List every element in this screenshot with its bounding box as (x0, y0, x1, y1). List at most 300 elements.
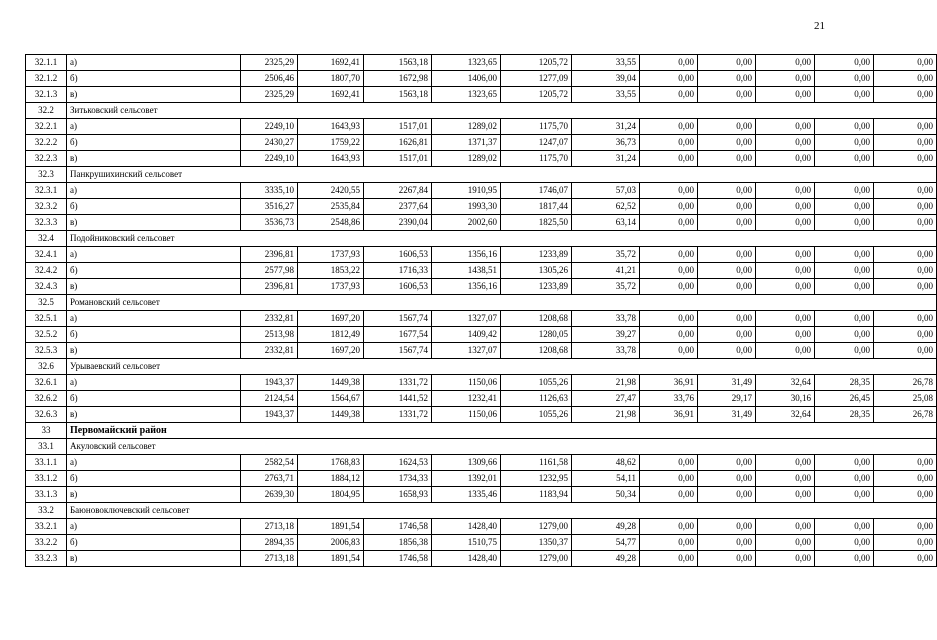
row-code: 32.2.2 (26, 135, 67, 151)
table-row (26, 135, 937, 151)
value-cell: 2124,54 (241, 391, 298, 407)
value-cell: 1567,74 (364, 311, 432, 327)
value-cell: 54,77 (572, 535, 640, 551)
section-title: Зитьковский сельсовет (67, 103, 937, 119)
value-cell: 29,17 (698, 391, 756, 407)
value-cell: 0,00 (815, 87, 874, 103)
row-code: 33.1.1 (26, 455, 67, 471)
value-cell: 2249,10 (241, 151, 298, 167)
value-cell: 1891,54 (298, 519, 364, 535)
value-cell: 0,00 (815, 455, 874, 471)
value-cell: 0,00 (698, 311, 756, 327)
value-cell: 0,00 (874, 535, 937, 551)
table-row (26, 71, 937, 87)
value-cell: 1247,07 (501, 135, 572, 151)
row-variant-label: б) (67, 135, 241, 151)
row-variant-label: в) (67, 551, 241, 567)
value-cell: 0,00 (756, 519, 815, 535)
value-cell: 0,00 (640, 471, 698, 487)
value-cell: 1279,00 (501, 519, 572, 535)
section-code: 33 (26, 423, 67, 439)
table-row (26, 487, 937, 503)
section-code: 32.3 (26, 167, 67, 183)
row-variant-label: б) (67, 327, 241, 343)
table-row (26, 183, 937, 199)
table-row (26, 279, 937, 295)
value-cell: 1697,20 (298, 343, 364, 359)
value-cell: 0,00 (756, 311, 815, 327)
value-cell: 0,00 (756, 343, 815, 359)
row-variant-label: в) (67, 279, 241, 295)
table-row (26, 535, 937, 551)
value-cell: 2325,29 (241, 87, 298, 103)
value-cell: 1624,53 (364, 455, 432, 471)
value-cell: 1356,16 (432, 247, 501, 263)
value-cell: 1277,09 (501, 71, 572, 87)
value-cell: 0,00 (640, 551, 698, 567)
value-cell: 1564,67 (298, 391, 364, 407)
value-cell: 0,00 (756, 535, 815, 551)
value-cell: 0,00 (756, 279, 815, 295)
value-cell: 0,00 (698, 519, 756, 535)
value-cell: 1232,95 (501, 471, 572, 487)
row-code: 32.3.2 (26, 199, 67, 215)
value-cell: 31,49 (698, 375, 756, 391)
value-cell: 0,00 (874, 183, 937, 199)
row-code: 33.1.2 (26, 471, 67, 487)
table-row (26, 311, 937, 327)
value-cell: 1309,66 (432, 455, 501, 471)
value-cell: 0,00 (815, 327, 874, 343)
value-cell: 0,00 (640, 183, 698, 199)
value-cell: 1692,41 (298, 87, 364, 103)
value-cell: 0,00 (815, 535, 874, 551)
value-cell: 0,00 (640, 519, 698, 535)
value-cell: 1449,38 (298, 407, 364, 423)
value-cell: 1567,74 (364, 343, 432, 359)
value-cell: 48,62 (572, 455, 640, 471)
value-cell: 3516,27 (241, 199, 298, 215)
value-cell: 0,00 (698, 455, 756, 471)
value-cell: 2430,27 (241, 135, 298, 151)
value-cell: 31,49 (698, 407, 756, 423)
value-cell: 54,11 (572, 471, 640, 487)
value-cell: 0,00 (756, 247, 815, 263)
value-cell: 1643,93 (298, 119, 364, 135)
value-cell: 35,72 (572, 247, 640, 263)
value-cell: 26,45 (815, 391, 874, 407)
value-cell: 0,00 (815, 343, 874, 359)
value-cell: 26,78 (874, 375, 937, 391)
value-cell: 0,00 (640, 263, 698, 279)
row-code: 33.2.1 (26, 519, 67, 535)
value-cell: 1606,53 (364, 279, 432, 295)
value-cell: 0,00 (815, 199, 874, 215)
value-cell: 0,00 (698, 471, 756, 487)
table-row (26, 327, 937, 343)
value-cell: 0,00 (815, 55, 874, 71)
value-cell: 2325,29 (241, 55, 298, 71)
value-cell: 0,00 (874, 135, 937, 151)
value-cell: 1438,51 (432, 263, 501, 279)
value-cell: 0,00 (756, 487, 815, 503)
value-cell: 1737,93 (298, 247, 364, 263)
value-cell: 0,00 (874, 327, 937, 343)
value-cell: 0,00 (698, 263, 756, 279)
value-cell: 36,91 (640, 375, 698, 391)
value-cell: 0,00 (756, 135, 815, 151)
value-cell: 2639,30 (241, 487, 298, 503)
table-row (26, 471, 937, 487)
value-cell: 3335,10 (241, 183, 298, 199)
value-cell: 1205,72 (501, 87, 572, 103)
row-variant-label: в) (67, 151, 241, 167)
value-cell: 1563,18 (364, 87, 432, 103)
value-cell: 2002,60 (432, 215, 501, 231)
value-cell: 26,78 (874, 407, 937, 423)
section-code: 32.5 (26, 295, 67, 311)
value-cell: 28,35 (815, 375, 874, 391)
section-code: 33.1 (26, 439, 67, 455)
value-cell: 1392,01 (432, 471, 501, 487)
row-code: 32.1.2 (26, 71, 67, 87)
value-cell: 1335,46 (432, 487, 501, 503)
row-code: 33.2.2 (26, 535, 67, 551)
value-cell: 2396,81 (241, 279, 298, 295)
value-cell: 1692,41 (298, 55, 364, 71)
value-cell: 2535,84 (298, 199, 364, 215)
value-cell: 0,00 (698, 55, 756, 71)
value-cell: 1327,07 (432, 311, 501, 327)
value-cell: 0,00 (874, 199, 937, 215)
value-cell: 1331,72 (364, 375, 432, 391)
value-cell: 0,00 (698, 279, 756, 295)
value-cell: 0,00 (640, 71, 698, 87)
value-cell: 1606,53 (364, 247, 432, 263)
section-code: 32.2 (26, 103, 67, 119)
value-cell: 0,00 (756, 215, 815, 231)
section-header-row (26, 103, 937, 119)
row-variant-label: в) (67, 215, 241, 231)
value-cell: 1510,75 (432, 535, 501, 551)
value-cell: 0,00 (640, 119, 698, 135)
value-cell: 1817,44 (501, 199, 572, 215)
section-header-row (26, 231, 937, 247)
value-cell: 0,00 (640, 455, 698, 471)
value-cell: 27,47 (572, 391, 640, 407)
value-cell: 0,00 (874, 551, 937, 567)
value-cell: 49,28 (572, 519, 640, 535)
section-code: 32.4 (26, 231, 67, 247)
value-cell: 2332,81 (241, 311, 298, 327)
value-cell: 1993,30 (432, 199, 501, 215)
row-variant-label: а) (67, 247, 241, 263)
value-cell: 0,00 (874, 263, 937, 279)
value-cell: 39,27 (572, 327, 640, 343)
value-cell: 0,00 (698, 87, 756, 103)
value-cell: 2513,98 (241, 327, 298, 343)
value-cell: 0,00 (874, 71, 937, 87)
value-cell: 1891,54 (298, 551, 364, 567)
value-cell: 0,00 (815, 471, 874, 487)
value-cell: 2249,10 (241, 119, 298, 135)
table-row (26, 247, 937, 263)
value-cell: 1279,00 (501, 551, 572, 567)
value-cell: 57,03 (572, 183, 640, 199)
value-cell: 0,00 (756, 327, 815, 343)
value-cell: 0,00 (756, 87, 815, 103)
row-variant-label: а) (67, 519, 241, 535)
table-row (26, 87, 937, 103)
value-cell: 1856,38 (364, 535, 432, 551)
row-variant-label: б) (67, 71, 241, 87)
section-title: Урываевский сельсовет (67, 359, 937, 375)
value-cell: 0,00 (756, 199, 815, 215)
section-header-row (26, 295, 937, 311)
table-row (26, 391, 937, 407)
value-cell: 0,00 (815, 183, 874, 199)
value-cell: 32,64 (756, 375, 815, 391)
section-header-row (26, 503, 937, 519)
value-cell: 1943,37 (241, 375, 298, 391)
value-cell: 1183,94 (501, 487, 572, 503)
row-code: 32.1.1 (26, 55, 67, 71)
value-cell: 0,00 (756, 455, 815, 471)
value-cell: 0,00 (756, 263, 815, 279)
table-row (26, 199, 937, 215)
value-cell: 1289,02 (432, 151, 501, 167)
table-row (26, 343, 937, 359)
value-cell: 49,28 (572, 551, 640, 567)
value-cell: 2377,64 (364, 199, 432, 215)
value-cell: 1331,72 (364, 407, 432, 423)
value-cell: 0,00 (874, 471, 937, 487)
value-cell: 1409,42 (432, 327, 501, 343)
table-row (26, 455, 937, 471)
value-cell: 0,00 (815, 247, 874, 263)
district-header-row (26, 423, 937, 439)
row-variant-label: в) (67, 343, 241, 359)
section-header-row (26, 167, 937, 183)
value-cell: 1768,83 (298, 455, 364, 471)
value-cell: 1658,93 (364, 487, 432, 503)
row-code: 32.5.1 (26, 311, 67, 327)
value-cell: 31,24 (572, 151, 640, 167)
value-cell: 1305,26 (501, 263, 572, 279)
value-cell: 0,00 (874, 151, 937, 167)
tariff-table (25, 54, 937, 567)
value-cell: 25,08 (874, 391, 937, 407)
row-code: 32.6.3 (26, 407, 67, 423)
row-code: 32.4.2 (26, 263, 67, 279)
value-cell: 0,00 (698, 247, 756, 263)
value-cell: 0,00 (815, 311, 874, 327)
value-cell: 1205,72 (501, 55, 572, 71)
value-cell: 1807,70 (298, 71, 364, 87)
value-cell: 1323,65 (432, 87, 501, 103)
value-cell: 33,76 (640, 391, 698, 407)
value-cell: 1746,58 (364, 551, 432, 567)
row-code: 32.6.1 (26, 375, 67, 391)
value-cell: 0,00 (874, 279, 937, 295)
table-row (26, 263, 937, 279)
value-cell: 0,00 (815, 519, 874, 535)
value-cell: 0,00 (640, 327, 698, 343)
value-cell: 0,00 (815, 71, 874, 87)
row-variant-label: б) (67, 199, 241, 215)
value-cell: 0,00 (874, 215, 937, 231)
value-cell: 0,00 (874, 519, 937, 535)
value-cell: 1517,01 (364, 119, 432, 135)
value-cell: 0,00 (698, 119, 756, 135)
value-cell: 0,00 (698, 343, 756, 359)
value-cell: 1910,95 (432, 183, 501, 199)
value-cell: 1327,07 (432, 343, 501, 359)
value-cell: 36,73 (572, 135, 640, 151)
value-cell: 1161,58 (501, 455, 572, 471)
row-code: 32.6.2 (26, 391, 67, 407)
value-cell: 0,00 (874, 343, 937, 359)
value-cell: 2006,83 (298, 535, 364, 551)
value-cell: 0,00 (874, 119, 937, 135)
value-cell: 0,00 (698, 71, 756, 87)
value-cell: 3536,73 (241, 215, 298, 231)
section-title: Романовский сельсовет (67, 295, 937, 311)
section-title: Акуловский сельсовет (67, 439, 937, 455)
value-cell: 1233,89 (501, 247, 572, 263)
table-row (26, 551, 937, 567)
row-code: 32.4.1 (26, 247, 67, 263)
section-title: Баюновоключевский сельсовет (67, 503, 937, 519)
value-cell: 1853,22 (298, 263, 364, 279)
value-cell: 1175,70 (501, 119, 572, 135)
district-title: Первомайский район (67, 423, 937, 439)
value-cell: 33,55 (572, 87, 640, 103)
value-cell: 1208,68 (501, 311, 572, 327)
value-cell: 0,00 (815, 279, 874, 295)
row-variant-label: а) (67, 183, 241, 199)
value-cell: 63,14 (572, 215, 640, 231)
value-cell: 35,72 (572, 279, 640, 295)
value-cell: 1428,40 (432, 519, 501, 535)
value-cell: 0,00 (874, 455, 937, 471)
value-cell: 21,98 (572, 375, 640, 391)
value-cell: 2713,18 (241, 519, 298, 535)
page-number: 21 (814, 20, 825, 32)
row-variant-label: а) (67, 455, 241, 471)
value-cell: 1441,52 (364, 391, 432, 407)
value-cell: 0,00 (815, 135, 874, 151)
value-cell: 30,16 (756, 391, 815, 407)
section-code: 33.2 (26, 503, 67, 519)
value-cell: 2396,81 (241, 247, 298, 263)
row-code: 32.3.1 (26, 183, 67, 199)
value-cell: 0,00 (640, 535, 698, 551)
value-cell: 1626,81 (364, 135, 432, 151)
value-cell: 2577,98 (241, 263, 298, 279)
value-cell: 2420,55 (298, 183, 364, 199)
row-variant-label: а) (67, 311, 241, 327)
table-body (26, 55, 937, 567)
value-cell: 36,91 (640, 407, 698, 423)
value-cell: 1126,63 (501, 391, 572, 407)
value-cell: 0,00 (815, 119, 874, 135)
value-cell: 2267,84 (364, 183, 432, 199)
value-cell: 0,00 (815, 151, 874, 167)
value-cell: 1350,37 (501, 535, 572, 551)
value-cell: 0,00 (640, 55, 698, 71)
section-header-row (26, 359, 937, 375)
table-row (26, 55, 937, 71)
value-cell: 1150,06 (432, 407, 501, 423)
value-cell: 0,00 (640, 487, 698, 503)
value-cell: 1406,00 (432, 71, 501, 87)
value-cell: 0,00 (756, 183, 815, 199)
value-cell: 1825,50 (501, 215, 572, 231)
section-title: Панкрушихинский сельсовет (67, 167, 937, 183)
value-cell: 0,00 (698, 535, 756, 551)
value-cell: 0,00 (640, 311, 698, 327)
value-cell: 1884,12 (298, 471, 364, 487)
value-cell: 31,24 (572, 119, 640, 135)
value-cell: 1737,93 (298, 279, 364, 295)
value-cell: 1746,07 (501, 183, 572, 199)
row-variant-label: б) (67, 391, 241, 407)
value-cell: 33,78 (572, 311, 640, 327)
row-variant-label: в) (67, 487, 241, 503)
row-code: 32.1.3 (26, 87, 67, 103)
row-code: 33.1.3 (26, 487, 67, 503)
value-cell: 1804,95 (298, 487, 364, 503)
value-cell: 1643,93 (298, 151, 364, 167)
row-code: 32.3.3 (26, 215, 67, 231)
value-cell: 0,00 (698, 135, 756, 151)
value-cell: 0,00 (756, 55, 815, 71)
table-row (26, 119, 937, 135)
value-cell: 0,00 (756, 471, 815, 487)
value-cell: 0,00 (815, 487, 874, 503)
value-cell: 0,00 (756, 151, 815, 167)
section-header-row (26, 439, 937, 455)
value-cell: 1280,05 (501, 327, 572, 343)
value-cell: 0,00 (815, 551, 874, 567)
value-cell: 21,98 (572, 407, 640, 423)
value-cell: 28,35 (815, 407, 874, 423)
value-cell: 1716,33 (364, 263, 432, 279)
value-cell: 1232,41 (432, 391, 501, 407)
row-code: 32.5.2 (26, 327, 67, 343)
value-cell: 0,00 (640, 135, 698, 151)
value-cell: 33,78 (572, 343, 640, 359)
row-code: 33.2.3 (26, 551, 67, 567)
value-cell: 0,00 (698, 327, 756, 343)
value-cell: 1055,26 (501, 407, 572, 423)
row-variant-label: а) (67, 119, 241, 135)
value-cell: 1697,20 (298, 311, 364, 327)
value-cell: 0,00 (698, 215, 756, 231)
value-cell: 0,00 (640, 199, 698, 215)
value-cell: 0,00 (756, 71, 815, 87)
value-cell: 2506,46 (241, 71, 298, 87)
value-cell: 0,00 (640, 151, 698, 167)
section-title: Подойниковский сельсовет (67, 231, 937, 247)
row-code: 32.4.3 (26, 279, 67, 295)
value-cell: 1428,40 (432, 551, 501, 567)
value-cell: 32,64 (756, 407, 815, 423)
row-variant-label: б) (67, 263, 241, 279)
value-cell: 41,21 (572, 263, 640, 279)
value-cell: 0,00 (640, 343, 698, 359)
